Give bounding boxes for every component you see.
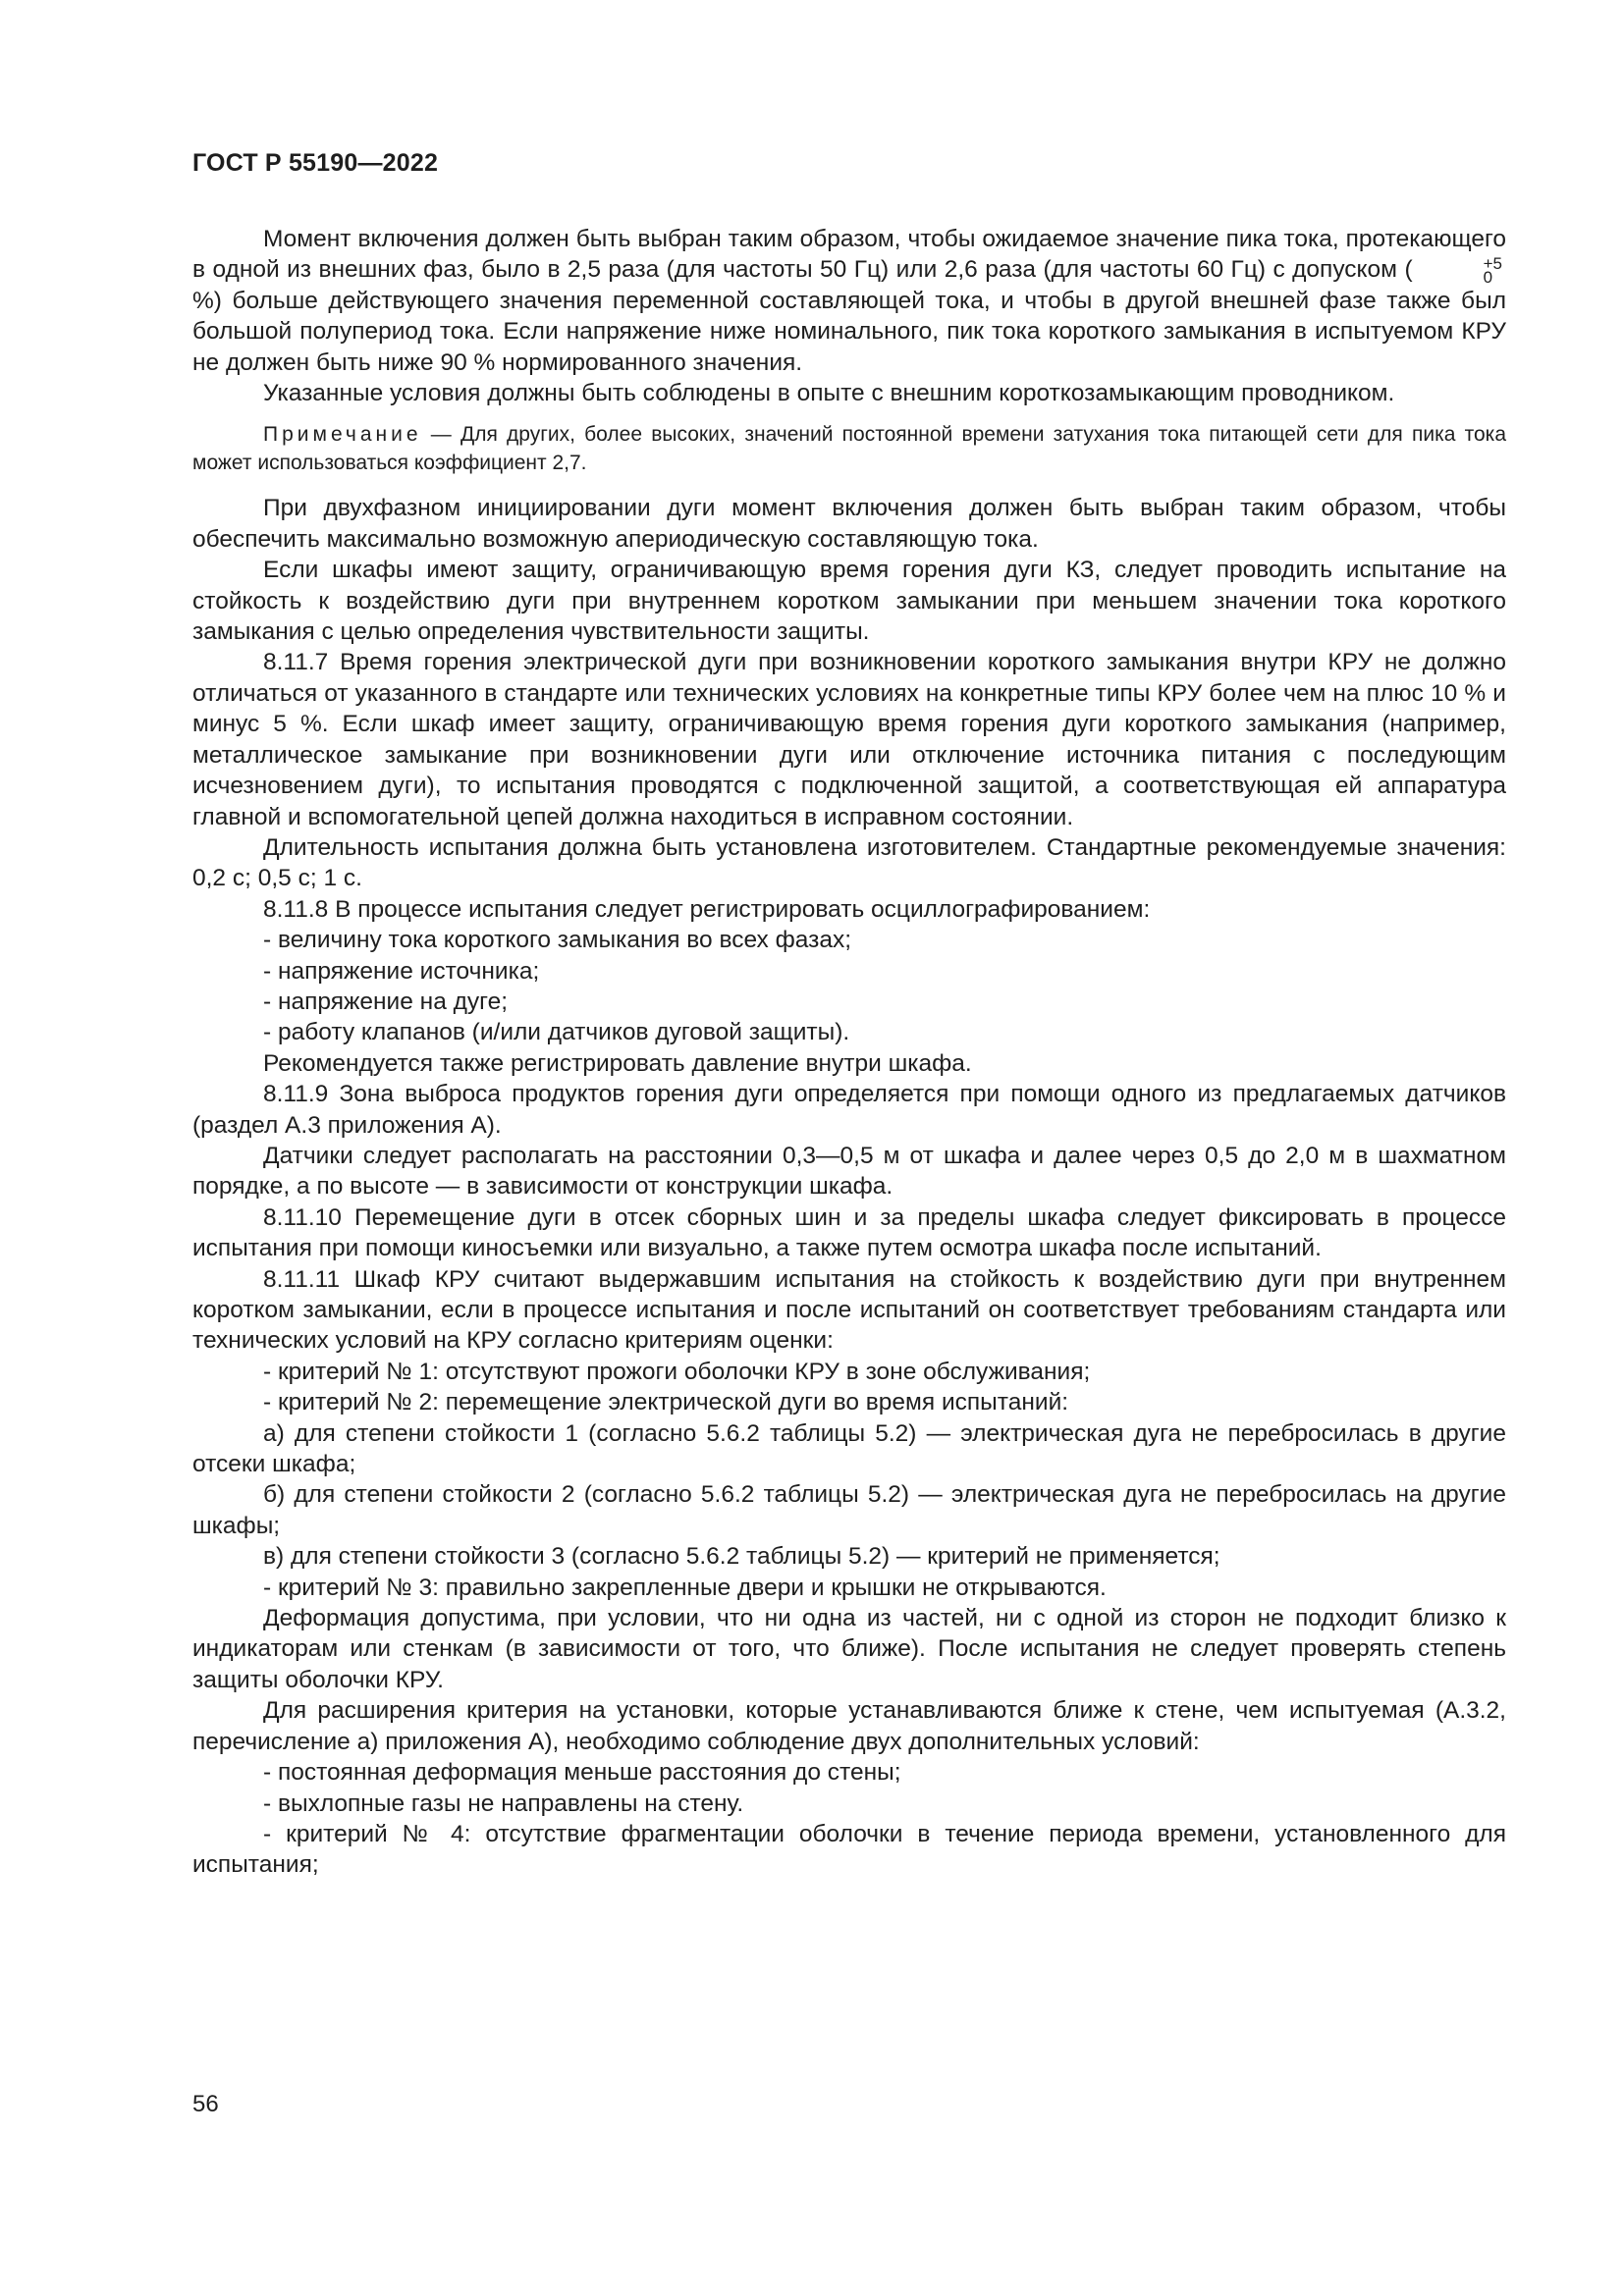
paragraph	[192, 224, 1506, 378]
note-text: — Для других, более высоких, значений постоянной времени затухания тока питающей сети для пика тока может использоваться коэффициент 2,7.	[192, 423, 1506, 475]
paragraph: Рекомендуется также регистрировать давление внутри шкафа.	[263, 1049, 972, 1077]
paragraph-text: Момент включения должен быть выбран таким образом, чтобы ожидаемое значение пика тока, протекающего в одной из внешних фаз, было в 2,5 раза (для частоты 50 Гц) или 2,6 раза (для частоты 60 Гц) с допуском (	[192, 226, 1506, 284]
list-item: - напряжение на дуге;	[263, 988, 509, 1015]
list-item: - постоянная деформация меньше расстояния до стены;	[263, 1759, 901, 1787]
paragraph: 8.11.7 Время горения электрической дуги при возникновении короткого замыкания внутри КРУ не должно отличаться от указанного в стандарте или технических условиях на конкретные типы КРУ более чем на плюс 10 % и минус 5 %. Если шкаф имеет защиту, ограничивающую время горения дуги короткого замыкания (например, металлическое замыкание при возникновении дуги или отключение источника питания с последующим исчезновением дуги), то испытания проводятся с подключенной защитой, а соответствующая ей аппаратура главной и вспомогательной цепей должна находиться в исправном состоянии.	[192, 649, 1506, 830]
paragraph: Указанные условия должны быть соблюдены в опыте с внешним короткозамыкающим проводником.	[263, 380, 1395, 407]
tolerance-upper: +5	[1483, 253, 1502, 273]
list-item: - критерий № 2: перемещение электрической дуги во время испытаний:	[263, 1389, 1069, 1416]
note	[192, 420, 1506, 477]
document-body	[192, 224, 1506, 1881]
paragraph: 8.11.9 Зона выброса продуктов горения дуги определяется при помощи одного из предлагаемых датчиков (раздел А.3 приложения А).	[192, 1081, 1506, 1139]
paragraph-text: %) больше действующего значения переменной составляющей тока, и чтобы в другой внешней фазе также был большой полупериод тока. Если напряжение ниже номинального, пик тока короткого замыкания в испытуемом КРУ не должен быть ниже 90 % нормированного значения.	[192, 287, 1506, 376]
list-item: б) для степени стойкости 2 (согласно 5.6.2 таблицы 5.2) — электрическая дуга не перебросилась на другие шкафы;	[192, 1481, 1506, 1539]
list-item: - выхлопные газы не направлены на стену.	[263, 1789, 744, 1817]
paragraph: Если шкафы имеют защиту, ограничивающую время горения дуги КЗ, следует проводить испытание на стойкость к воздействию дуги при внутреннем коротком замыкании при меньшем значении тока короткого замыкания с целью определения чувствительности защиты.	[192, 557, 1506, 646]
tolerance-lower: 0	[1483, 267, 1493, 287]
note-label: Примечание	[263, 423, 422, 447]
list-item: а) для степени стойкости 1 (согласно 5.6.2 таблицы 5.2) — электрическая дуга не перебросилась в другие отсеки шкафа;	[192, 1419, 1506, 1478]
list-item: - работу клапанов (и/или датчиков дуговой защиты).	[263, 1019, 850, 1046]
paragraph: Деформация допустима, при условии, что ни одна из частей, ни с одной из сторон не подходит близко к индикаторам или стенкам (в зависимости от того, что ближе). После испытания не следует проверять степень защиты оболочки КРУ.	[192, 1605, 1506, 1693]
paragraph: 8.11.8 В процессе испытания следует регистрировать осциллографированием:	[263, 895, 1151, 923]
tolerance-stack	[1413, 253, 1502, 287]
list-item: в) для степени стойкости 3 (согласно 5.6.2 таблицы 5.2) — критерий не применяется;	[263, 1543, 1220, 1571]
page-number: 56	[192, 2091, 219, 2117]
paragraph: 8.11.10 Перемещение дуги в отсек сборных шин и за пределы шкафа следует фиксировать в процессе испытания при помощи киносъемки или визуально, а также путем осмотра шкафа после испытаний.	[192, 1203, 1506, 1262]
list-item: - напряжение источника;	[263, 957, 540, 985]
list-item: - критерий № 1: отсутствуют прожоги оболочки КРУ в зоне обслуживания;	[263, 1358, 1091, 1385]
paragraph: 8.11.11 Шкаф КРУ считают выдержавшим испытания на стойкость к воздействию дуги при внутреннем коротком замыкании, если в процессе испытания и после испытаний он соответствует требованиям стандарта или технических условий на КРУ согласно критериям оценки:	[192, 1265, 1506, 1355]
list-item: - величину тока короткого замыкания во всех фазах;	[263, 927, 852, 954]
paragraph: Датчики следует располагать на расстоянии 0,3—0,5 м от шкафа и далее через 0,5 до 2,0 м в шахматном порядке, а по высоте — в зависимости от конструкции шкафа.	[192, 1142, 1506, 1201]
list-item: - критерий № 3: правильно закрепленные двери и крышки не открываются.	[263, 1574, 1107, 1601]
document-code-header: ГОСТ Р 55190—2022	[192, 149, 439, 177]
paragraph: Длительность испытания должна быть установлена изготовителем. Стандартные рекомендуемые значения: 0,2 с; 0,5 с; 1 с.	[192, 833, 1506, 892]
paragraph: Для расширения критерия на установки, которые устанавливаются ближе к стене, чем испытуемая (А.3.2, перечисление а) приложения А), необходимо соблюдение двух дополнительных условий:	[192, 1697, 1506, 1755]
paragraph: При двухфазном инициировании дуги момент включения должен быть выбран таким образом, чтобы обеспечить максимально возможную апериодическую составляющую тока.	[192, 495, 1506, 553]
list-item: - критерий № 4: отсутствие фрагментации оболочки в течение периода времени, установленного для испытания;	[192, 1820, 1506, 1879]
